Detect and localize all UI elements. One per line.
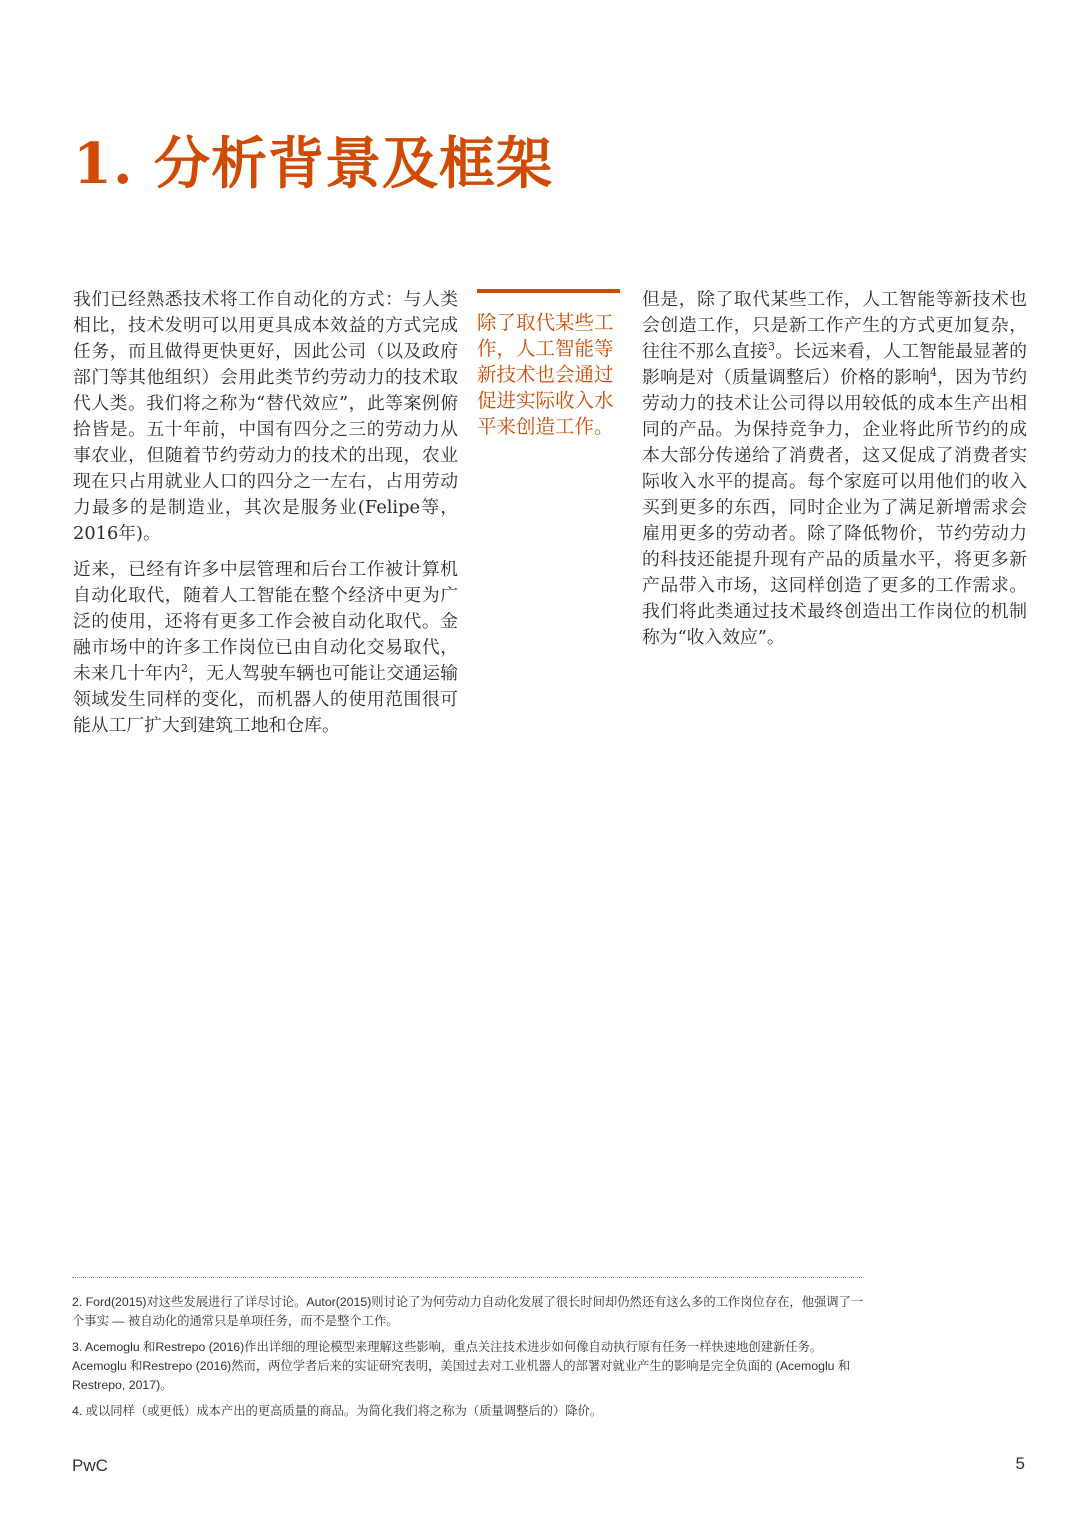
body-paragraph [73, 557, 458, 739]
body-text: ，无人驾驶车辆也可能让交通运输领域发生同样的变化，而机器人的使用范围很可能从工厂扩大到建筑工地和仓库。 [73, 663, 458, 736]
footnote-ref[interactable]: 2 [181, 662, 188, 676]
footnote-4: 4. 或以同样（或更低）成本产出的更高质量的商品。为简化我们将之称为（质量调整后的）降价。 [72, 1404, 603, 1418]
footnote-ref[interactable]: 3 [768, 340, 775, 354]
page-number: 5 [1015, 1454, 1025, 1473]
right-column [642, 287, 1027, 661]
body-paragraph [642, 287, 1027, 651]
body-text: 但是，除了取代某些工作，人工智能等新技术也会创造工作，只是新工作产生的方式更加复杂，往往不那么直接 [642, 289, 1027, 362]
footnote-2: 2. Ford(2015)对这些发展进行了详尽讨论。Autor(2015)则讨论了为何劳动力自动化发展了很长时间却仍然还有这么多的工作岗位存在，他强调了一个事实 — 被自动化的通常只是单项任务，而不是整个工作。 [72, 1295, 864, 1328]
footnote-divider [72, 1277, 864, 1278]
body-paragraph: 我们已经熟悉技术将工作自动化的方式：与人类相比，技术发明可以用更具成本效益的方式完成任务，而且做得更快更好，因此公司（以及政府部门等其他组织）会用此类节约劳动力的技术取代人类。我们将之称为“替代效应”，此等案例俯拾皆是。五十年前，中国有四分之三的劳动力从事农业，但随着节约劳动力的技术的出现，农业现在只占用就业人口的四分之一左右，占用劳动力最多的是制造业，其次是服务业(Felipe等，2016年)。 [73, 289, 458, 544]
footnotes [72, 1293, 866, 1428]
body-text: 近来，已经有许多中层管理和后台工作被计算机自动化取代，随着人工智能在整个经济中更为广泛的使用，还将有更多工作会被自动化取代。金融市场中的许多工作岗位已由自动化交易取代，未来几十年内 [73, 559, 458, 684]
brand-name: PwC [72, 1456, 108, 1475]
footnote-3: 3. Acemoglu 和Restrepo (2016)作出详细的理论模型来理解这些影响，重点关注技术进步如何像自动执行原有任务一样快速地创建新任务。Acemoglu 和Restrepo (2016)然而，两位学者后来的实证研究表明，美国过去对工业机器人的部署对就业产生的影响是完全负面的 (Acemoglu 和 Restrepo, 2017)。 [72, 1340, 851, 1392]
footnote-ref[interactable]: 4 [929, 366, 937, 380]
body-text: 。长远来看，人工智能最显著的影响是对（质量调整后）价格的影响 [642, 341, 1027, 388]
left-column [73, 287, 458, 749]
body-text: ，因为节约劳动力的技术让公司得以用较低的成本生产出相同的产品。为保持竞争力，企业将此所节约的成本大部分传递给了消费者，这又促成了消费者实际收入水平的提高。每个家庭可以用他们的收入买到更多的东西，同时企业为了满足新增需求会雇用更多的劳动者。除了降低物价，节约劳动力的科技还能提升现有产品的质量水平，将更多新产品带入市场，这同样创造了更多的工作需求。我们将此类通过技术最终创造出工作岗位的机制称为“收入效应”。 [642, 367, 1027, 648]
pull-quote: 除了取代某些工作，人工智能等新技术也会通过促进实际收入水平来创造工作。 [477, 289, 620, 440]
section-heading: 1. 分析背景及框架 [73, 131, 553, 197]
